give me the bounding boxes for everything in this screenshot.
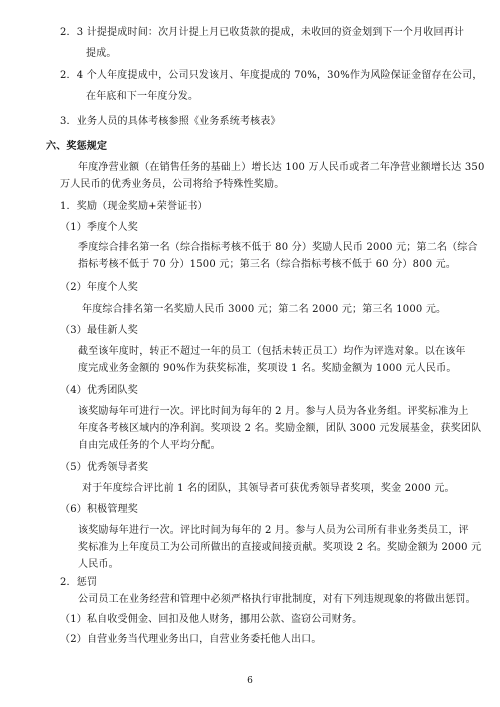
text-line: （1）私自收受佣金、回扣及他人财务，挪用公款、盗窃公司财务。 bbox=[60, 614, 363, 625]
text-line: 奖标准为上年度员工为公司所做出的直接或间接贡献。奖项设 2 名。奖励金额为 2000 元 bbox=[78, 542, 482, 553]
text-line: 自由完成任务的个人平均分配。 bbox=[78, 440, 221, 451]
text-line: 2．4 个人年度提成中，公司只发该月、年度提成的 70%，30%作为风险保证金留存在公司， bbox=[60, 70, 483, 81]
subheading: （1）季度个人奖 bbox=[60, 222, 138, 233]
subheading: 1．奖励（现金奖励+荣誉证书） bbox=[60, 201, 208, 212]
section-heading: 六、奖惩规定 bbox=[46, 141, 108, 152]
subheading: （6）积极管理奖 bbox=[60, 504, 138, 515]
text-line: （2）自营业务当代理业务出口，自营业务委托他人出口。 bbox=[60, 634, 322, 645]
text-line: 3．业务人员的具体考核参照《业务系统考核表》 bbox=[60, 116, 281, 127]
subheading: （4）优秀团队奖 bbox=[60, 385, 138, 396]
text-line: 指标考核不低于 70 分）1500 元；第三名（综合指标考核不低于 60 分）800 元。 bbox=[78, 259, 457, 270]
text-line: 人民币。 bbox=[78, 559, 119, 570]
subheading: （5）优秀领导者奖 bbox=[60, 462, 149, 473]
text-line: 对于年度综合评比前 1 名的团队，其领导者可获优秀领导者奖项，奖金 2000 元。 bbox=[82, 483, 455, 494]
text-line: 季度综合排名第一名（综合指标考核不低于 80 分）奖励人民币 2000 元；第二名（综合 bbox=[78, 242, 478, 253]
text-line: 年度综合排名第一名奖励人民币 3000 元；第二名 2000 元；第三名 1000 元。 bbox=[82, 304, 447, 315]
text-line: 2．3 计提提成时间：次月计提上月已收货款的提成，未收回的资金划到下一个月收回再计 bbox=[60, 27, 465, 38]
subheading: （2）年度个人奖 bbox=[60, 282, 138, 293]
text-line: 万人民币的优秀业务员，公司将给予特殊性奖励。 bbox=[60, 179, 285, 190]
text-line: 在年底和下一年度分发。 bbox=[86, 91, 199, 102]
text-line: 该奖励每年可进行一次。评比时间为每年的 2 月。参与人员为各业务组。评奖标准为上 bbox=[78, 406, 469, 417]
text-line: 公司员工在业务经营和管理中必须严格执行审批制度，对有下列违规现象的将做出惩罚。 bbox=[78, 594, 476, 605]
text-line: 度完成业务金额的 90%作为获奖标准，奖项设 1 名。奖励金额为 1000 元人民币。 bbox=[78, 363, 457, 374]
text-line: 年度净营业额（在销售任务的基础上）增长达 100 万人民币或者二年净营业额增长达 350 bbox=[78, 162, 485, 173]
page-number: 6 bbox=[247, 676, 253, 686]
text-line: 该奖励每年进行一次。评比时间为每年的 2 月。参与人员为公司所有非业务类员工，评 bbox=[78, 525, 469, 536]
subheading: （3）最佳新人奖 bbox=[60, 325, 138, 336]
text-line: 年度各考核区域内的净利润。奖项设 2 名。奖励金额，团队 3000 元发展基金，获奖团队 bbox=[78, 423, 482, 434]
subheading: 2．惩罚 bbox=[60, 577, 98, 588]
text-line: 截至该年度时，转正不超过一年的员工（包括未转正员工）均作为评选对象。以在该年 bbox=[78, 346, 466, 357]
text-line: 提成。 bbox=[86, 48, 117, 59]
